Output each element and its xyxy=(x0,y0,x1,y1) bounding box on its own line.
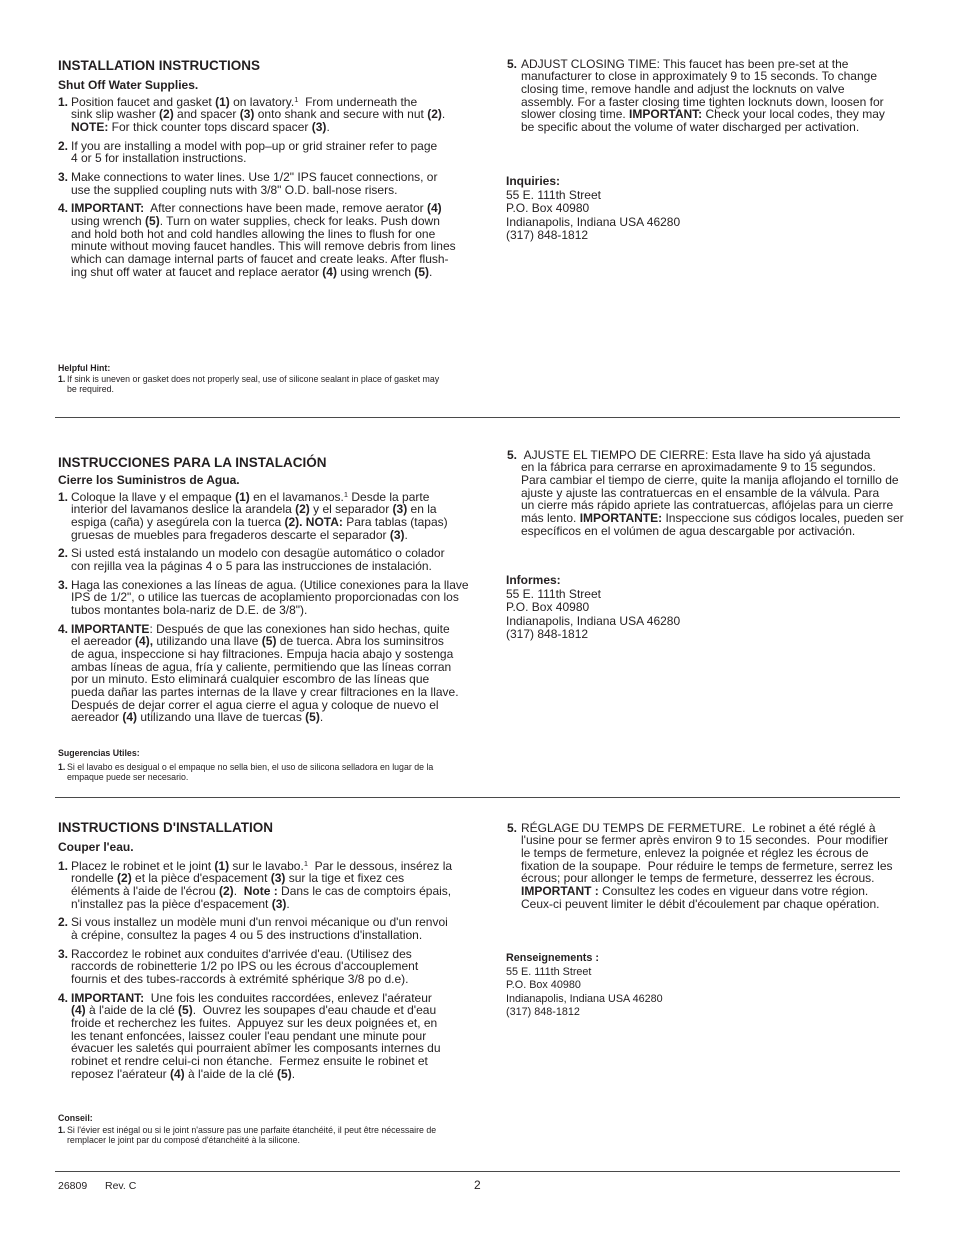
step-number: 3. xyxy=(58,169,69,184)
text-run: assembly. For a faster closing time tighten locknuts down, loosen for xyxy=(521,94,884,109)
text-run: écrous; pour allonger le temps de fermeture, desserrez les écrous. xyxy=(521,871,875,886)
text-line xyxy=(67,1135,436,1145)
text-run: fournis et des tubes-raccords à extrémité sphérique 3/8 po d.e). xyxy=(71,971,409,986)
text-run: Si el lavabo es desigual o el empaque no sella bien, el uso de silicona selladora en lugar de la xyxy=(67,762,434,772)
bold-text: IMPORTANT: xyxy=(71,201,145,216)
text-run: . Turn on water supplies, check for leaks. Push down xyxy=(159,213,440,228)
text-run: be required. xyxy=(67,384,114,394)
text-run: slower closing time. xyxy=(521,107,630,122)
text-run: . xyxy=(404,527,408,542)
hint-title: Sugerencias Utiles: xyxy=(58,747,140,758)
step-text xyxy=(71,202,456,278)
step-text xyxy=(521,449,904,538)
text-line xyxy=(71,529,469,542)
text-run: tubos montantes bola-nariz de D.E. de 3/8"). xyxy=(71,602,308,617)
bold-text: IMPORTANTE xyxy=(71,621,150,636)
text-line xyxy=(71,184,456,197)
text-run: sur la tige et fixez ces xyxy=(285,871,405,886)
step-number: 5. xyxy=(507,447,518,462)
text-run: . xyxy=(291,1066,296,1081)
bold-text: (4) xyxy=(122,710,138,725)
bold-text: (3) xyxy=(271,896,287,911)
text-line xyxy=(67,762,433,772)
revision-label: Rev. C xyxy=(105,1180,137,1192)
text-run: en la fábrica para cerrarse en aproximadamente 9 to 15 segundos. xyxy=(521,460,876,475)
text-run: à crépine, consultez la pages 4 ou 5 des instructions d'installation. xyxy=(71,927,423,942)
text-run: ADJUST CLOSING TIME: This faucet has been pre-set at the xyxy=(521,56,849,71)
text-run: manufacturer to close in approximately 9 to 15 seconds. To change xyxy=(521,69,877,84)
bold-text: (5) xyxy=(277,1066,292,1081)
step-number: 2. xyxy=(58,138,69,153)
text-run: les tenant enfoncées, laissez couler l'eau pendant une minute pour xyxy=(71,1028,427,1043)
text-run: à l'aide de la clé xyxy=(85,1003,179,1018)
text-run: . xyxy=(233,884,244,898)
text-run: . xyxy=(286,896,290,911)
text-line xyxy=(71,604,469,617)
bold-text: (2) xyxy=(117,871,132,886)
text-run: Inspeccione sus códigos locales, pueden ser xyxy=(662,510,904,525)
bold-text: Note : xyxy=(243,884,278,898)
text-run: con rejilla vea la páginas 4 o 5 para las instrucciones de instalación. xyxy=(71,558,432,573)
step-number: 4. xyxy=(58,990,69,1005)
section-divider xyxy=(55,417,900,418)
text-run: . xyxy=(429,264,433,279)
text-line xyxy=(71,1068,452,1081)
step-text xyxy=(71,916,452,941)
text-run: using wrench xyxy=(71,213,146,228)
text-run: using wrench xyxy=(336,264,415,279)
step-item xyxy=(58,916,452,941)
text-run: évacuer les saletés qui pourraient abîmer les composants internes du xyxy=(71,1041,441,1056)
text-run: Para tablas (tapas) xyxy=(342,515,448,529)
text-run: le temps de fermeture, enlevez la poignée et réglez les écrous de xyxy=(521,846,869,860)
text-run: et la pièce d'espacement xyxy=(131,871,271,886)
document-number: 26809 xyxy=(58,1180,88,1192)
text-run: : Después de que las conexiones han sido hechas, quite xyxy=(149,621,450,636)
text-run: à l'aide de la clé xyxy=(184,1066,278,1081)
section-divider xyxy=(55,797,900,798)
step-item xyxy=(58,96,456,134)
step-text xyxy=(71,547,469,572)
footnote-marker: 1 xyxy=(294,94,299,104)
bold-text: (2) xyxy=(159,107,174,122)
section-subtitle: Shut Off Water Supplies. xyxy=(58,78,199,92)
contact-title: Inquiries: xyxy=(506,174,561,189)
step-item xyxy=(58,948,452,986)
text-run: . xyxy=(326,120,330,134)
text-line xyxy=(71,560,469,573)
step-item xyxy=(58,860,452,911)
bold-text: (2) xyxy=(427,107,442,122)
text-run: Coloque la llave y el empaque xyxy=(71,489,236,504)
text-run: Para cambiar el tiempo de cierre, quite la manija aflojando el tornillo de xyxy=(521,473,899,487)
bold-text: (3) xyxy=(311,120,327,134)
text-run: utilizando una llave xyxy=(153,634,262,649)
text-run: espiga (caña) y asegúrela con la tuerca xyxy=(71,515,285,529)
text-run: reposez l'aérateur xyxy=(71,1066,171,1081)
text-run: which can damage internal parts of faucet and create leaks. After flush- xyxy=(71,251,449,266)
hint-list xyxy=(58,762,433,782)
closing-time-step xyxy=(507,449,904,538)
text-run: 4 or 5 for installation instructions. xyxy=(71,151,247,166)
text-run: el aereador xyxy=(71,634,136,649)
step-item xyxy=(58,579,469,617)
bold-text: (4), xyxy=(135,634,154,649)
bold-text: (5) xyxy=(305,710,320,725)
steps-list xyxy=(58,96,456,285)
step-number: 3. xyxy=(58,946,69,961)
text-line xyxy=(67,374,439,384)
text-run: n'installez pas la pièce d'espacement xyxy=(71,896,272,911)
text-run: Si usted está instalando un modelo con desagüe automático o colador xyxy=(71,546,445,561)
text-run: de tuerca. Abra los suminsitros xyxy=(276,634,444,649)
step-number: 5. xyxy=(507,56,518,71)
text-run: y el separador xyxy=(309,502,393,517)
text-run: en la xyxy=(407,502,437,517)
contact-phone: (317) 848-1812 xyxy=(506,1005,580,1018)
text-line xyxy=(521,898,893,911)
step-number: 1. xyxy=(58,762,66,772)
footer-divider xyxy=(55,1171,900,1172)
bold-text: IMPORTANT : xyxy=(521,883,599,898)
bold-text: (5) xyxy=(178,1003,193,1018)
text-run: on lavatory. xyxy=(229,94,295,109)
step-text xyxy=(521,58,885,134)
text-run: minute without moving faucet handles. This will remove debris from lines xyxy=(71,239,456,254)
step-text xyxy=(71,992,452,1081)
text-line xyxy=(71,898,452,911)
contact-street: 55 E. 111th Street xyxy=(506,965,592,978)
text-run: RÉGLAGE DU TEMPS DE FERMETURE. Le robinet a été réglé à xyxy=(521,820,876,835)
text-run: Par le dessous, insérez la xyxy=(307,858,453,873)
text-run: Raccordez le robinet aux conduites d'arrivée d'eau. (Utilisez des xyxy=(71,946,412,961)
contact-phone: (317) 848-1812 xyxy=(506,227,589,242)
text-line xyxy=(67,772,433,782)
text-run: Desde la parte xyxy=(348,489,430,504)
text-run: Check your local codes, they may xyxy=(702,107,885,122)
text-run: ajuste y ajuste las contratuercas en el ensamble de la válvula. Para xyxy=(521,485,880,500)
closing-time-step xyxy=(507,822,893,911)
text-run: sink slip washer xyxy=(71,107,160,122)
step-text xyxy=(71,96,456,134)
contact-po-box: P.O. Box 40980 xyxy=(506,201,590,216)
section-subtitle: Cierre los Suministros de Agua. xyxy=(58,473,240,487)
step-text xyxy=(71,579,469,617)
text-run: éléments à l'aide de l'écrou xyxy=(71,884,220,898)
section-title: INSTRUCTIONS D'INSTALLATION xyxy=(58,820,273,835)
bold-text: (2). NOTA: xyxy=(284,515,343,529)
text-run: AJUSTE EL TIEMPO DE CIERRE: Esta llave ha sido yá ajustada xyxy=(521,447,871,462)
page-number: 2 xyxy=(474,1178,481,1192)
bold-text: (1) xyxy=(214,858,230,873)
step-item xyxy=(58,171,456,196)
bold-text: IMPORTANTE: xyxy=(579,510,663,525)
footnote-marker: 1 xyxy=(303,858,308,868)
step-number: 1. xyxy=(58,374,66,384)
text-run: If you are installing a model with pop–up or grid strainer refer to page xyxy=(71,138,438,153)
closing-time-step xyxy=(507,58,885,134)
text-run: . xyxy=(441,107,446,122)
hint-list xyxy=(58,1125,436,1145)
bold-text: NOTE: xyxy=(71,120,109,134)
step-number: 2. xyxy=(58,915,69,930)
contact-po-box: P.O. Box 40980 xyxy=(506,600,590,615)
text-run: de agua, inspeccione si hay filtraciones. Empuja hacia abajo y sostenga xyxy=(71,646,454,661)
text-run: and hold both hot and cold handles allowing the lines to flush for one xyxy=(71,226,436,241)
bold-text: (2) xyxy=(219,884,234,898)
bold-text: (4) xyxy=(322,264,337,279)
text-run: be specific about the volume of water discharged per activation. xyxy=(521,119,860,134)
step-text xyxy=(67,1125,436,1145)
text-run: If sink is uneven or gasket does not properly seal, use of silicone sealant in place of gasket may xyxy=(67,374,440,384)
text-run: Si l'évier est inégal ou si le joint n'assure pas une parfaite étanchéité, il peut être nécessaire de xyxy=(67,1125,437,1135)
bold-text: (2) xyxy=(295,502,310,517)
text-line xyxy=(71,121,456,134)
text-line xyxy=(521,525,904,538)
text-run: Consultez les codes en vigueur dans votre région. xyxy=(598,883,869,898)
text-run: más lento. xyxy=(521,510,580,525)
steps-list xyxy=(58,491,469,730)
text-run: aereador xyxy=(71,710,123,725)
text-line xyxy=(71,711,469,724)
contact-block xyxy=(506,574,680,641)
text-line xyxy=(71,973,452,986)
bold-text: (1) xyxy=(215,94,230,109)
step-item xyxy=(58,140,456,165)
text-run: From underneath the xyxy=(298,94,418,109)
text-run: remplacer le joint par du composé d'étanchéité à la silicone. xyxy=(67,1135,300,1145)
step-item xyxy=(507,449,904,538)
text-run: en el lavamanos. xyxy=(249,489,344,504)
step-text xyxy=(67,374,439,394)
text-run: For thick counter tops discard spacer xyxy=(108,120,312,134)
step-text xyxy=(71,623,469,724)
text-line xyxy=(67,384,439,394)
step-item xyxy=(507,58,885,134)
contact-title: Renseignements : xyxy=(506,952,599,965)
bold-text: (4) xyxy=(170,1066,185,1081)
contact-block xyxy=(506,952,663,1019)
text-run: IPS de 1/2", o utilice las tuercas de acoplamiento proporcionadas con los xyxy=(71,590,459,605)
text-run: . Ouvrez les soupapes d'eau chaude et d'eau xyxy=(192,1003,437,1018)
bold-text: (5) xyxy=(261,634,277,649)
bold-text: (3) xyxy=(389,527,405,542)
step-text xyxy=(71,491,469,542)
text-run: Después de dejar correr el agua cierre el agua y coloque de nuevo el xyxy=(71,697,439,712)
step-number: 4. xyxy=(58,201,69,216)
contact-po-box: P.O. Box 40980 xyxy=(506,979,581,992)
text-run: por un minuto. Esto eliminará cualquier escombro de las líneas que xyxy=(71,672,430,687)
text-run: sur le lavabo. xyxy=(229,858,304,873)
step-item xyxy=(507,822,893,911)
step-text xyxy=(71,860,452,911)
contact-phone: (317) 848-1812 xyxy=(506,626,589,641)
step-text xyxy=(71,171,456,196)
text-run: use the supplied coupling nuts with 3/8" O.D. ball-nose risers. xyxy=(71,182,398,197)
step-number: 4. xyxy=(58,621,69,636)
step-text xyxy=(71,140,456,165)
bold-text: IMPORTANT: xyxy=(71,990,145,1005)
text-line xyxy=(521,121,885,134)
text-line xyxy=(71,929,452,942)
step-text xyxy=(67,762,433,782)
text-run: l'usine pour se fermer après environ 9 to 15 secondes. Pour modifier xyxy=(521,833,889,848)
text-run: onto shank and secure with nut xyxy=(254,107,428,122)
step-text xyxy=(521,822,893,911)
text-run: Dans le cas de comptoirs épais, xyxy=(277,884,452,898)
text-run: utilizando una llave de tuercas xyxy=(137,710,306,725)
step-number: 3. xyxy=(58,577,69,592)
text-run: un cierre más rápido apriete las contratuercas, aflójelas para un cierre xyxy=(521,498,894,513)
step-item xyxy=(58,202,456,278)
step-item xyxy=(58,491,469,542)
text-run: ing shut off water at faucet and replace aerator xyxy=(71,264,323,279)
text-run: froide et recherchez les fuites. Appuyez sur les deux poignées et, en xyxy=(71,1015,438,1030)
bold-text: IMPORTANT: xyxy=(629,107,703,122)
text-run: empaque puede ser necesario. xyxy=(67,772,189,782)
text-line xyxy=(67,1125,436,1135)
section-title: INSTRUCCIONES PARA LA INSTALACIÓN xyxy=(58,455,327,470)
text-line xyxy=(71,152,456,165)
text-run: pueda dañar las partes internas de la llave y crear filtraciones en la llave. xyxy=(71,684,459,699)
step-item xyxy=(58,623,469,724)
contact-street: 55 E. 111th Street xyxy=(506,187,601,202)
text-run: Make connections to water lines. Use 1/2" IPS faucet connections, or xyxy=(71,169,438,184)
step-item xyxy=(58,1125,436,1145)
text-line xyxy=(71,266,456,279)
text-run: fixation de la soupape. Pour réduire le temps de fermeture, serrez les xyxy=(521,858,893,873)
text-run: raccords de robinetterie 1/2 po IPS ou les écrous d'accouplement xyxy=(71,959,419,974)
contact-city: Indianapolis, Indiana USA 46280 xyxy=(506,992,663,1005)
text-run: ambas líneas de agua, fría y caliente, permitiendo que las líneas corran xyxy=(71,659,452,674)
steps-list xyxy=(58,860,452,1087)
text-run: Si vous installez un modèle muni d'un renvoi mécanique ou d'un renvoi xyxy=(71,915,448,930)
bold-text: (5) xyxy=(414,264,429,279)
contact-street: 55 E. 111th Street xyxy=(506,586,601,601)
contact-title: Informes: xyxy=(506,573,561,588)
step-number: 1. xyxy=(58,489,69,504)
step-number: 5. xyxy=(507,820,518,835)
bold-text: (4) xyxy=(426,201,442,216)
text-run: robinet et rendre celui-ci non étanche. Fermez ensuite le robinet et xyxy=(71,1053,428,1068)
contact-block xyxy=(506,175,680,242)
footnote-marker: 1 xyxy=(343,489,349,499)
text-run: rondelle xyxy=(71,871,118,886)
text-run: interior del lavamanos deslice la arandela xyxy=(71,502,296,517)
hint-list xyxy=(58,374,439,394)
text-run: Placez le robinet et le joint xyxy=(71,858,215,873)
step-item xyxy=(58,992,452,1081)
step-item xyxy=(58,547,469,572)
contact-city: Indianapolis, Indiana USA 46280 xyxy=(506,214,681,229)
bold-text: (5) xyxy=(145,213,160,228)
bold-text: (3) xyxy=(392,502,408,517)
step-item xyxy=(58,374,439,394)
text-run: Ceux-ci peuvent limiter le débit d'écoulement par chaque opération. xyxy=(521,896,880,911)
bold-text: (1) xyxy=(235,489,250,504)
text-run: After connections have been made, remove aerator xyxy=(144,201,427,216)
text-run: closing time, remove handle and adjust the locknuts on valve xyxy=(521,82,845,96)
step-number: 1. xyxy=(58,1125,66,1135)
section-title: INSTALLATION INSTRUCTIONS xyxy=(58,58,260,73)
text-run: gruesas de muebles para fregaderos descarte el separador xyxy=(71,527,390,542)
step-number: 1. xyxy=(58,858,69,873)
step-number: 2. xyxy=(58,546,69,561)
text-run: Une fois les conduites raccordées, enlevez l'aérateur xyxy=(144,990,432,1005)
step-number: 1. xyxy=(58,94,69,109)
text-run: Position faucet and gasket xyxy=(71,94,216,109)
text-run: Haga las conexiones a las líneas de agua. (Utilice conexiones para la llave xyxy=(71,577,469,592)
step-text xyxy=(71,948,452,986)
contact-city: Indianapolis, Indiana USA 46280 xyxy=(506,613,681,628)
text-run: específicos en el volúmen de agua descargable por activación. xyxy=(521,523,856,538)
step-item xyxy=(58,762,433,782)
hint-title: Conseil: xyxy=(58,1112,93,1123)
bold-text: (3) xyxy=(239,107,255,122)
section-subtitle: Couper l'eau. xyxy=(58,840,134,854)
bold-text: (3) xyxy=(270,871,286,886)
text-run: and spacer xyxy=(173,107,240,122)
text-run: . xyxy=(319,710,324,725)
hint-title: Helpful Hint: xyxy=(58,362,111,373)
bold-text: (4) xyxy=(71,1003,86,1018)
